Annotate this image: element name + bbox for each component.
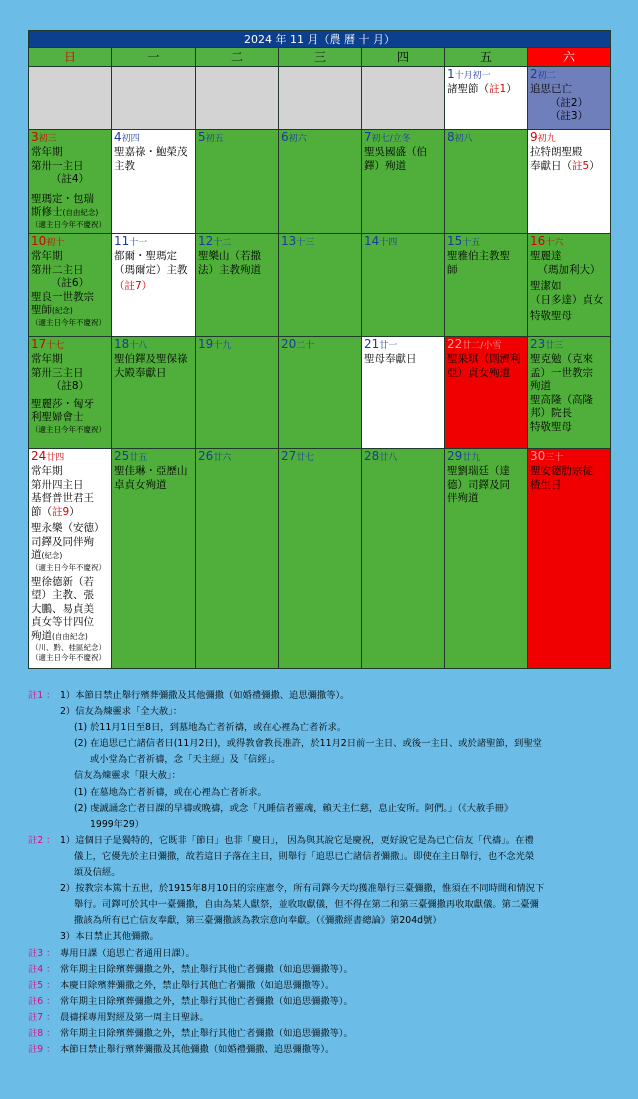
day-cell-8 [445,130,528,234]
marian-memorial: 特敬聖母 [530,310,572,322]
day-number: 19 [198,337,214,351]
day-cell-30 [528,449,611,669]
feast-name: 常年期 [31,146,63,158]
lunar-date: 十月初一 [454,71,491,81]
note-text: 本慶日除殯葬彌撒之外，禁止舉行其他亡者彌撒（如追思彌撒等）。 [60,979,335,991]
day-cell-12 [196,234,279,337]
note-label: 註6 ： [28,995,56,1007]
lunar-date: 初二 [537,71,556,81]
note-text: 常年期主日除殯葬彌撒之外，禁止舉行其他亡者彌撒（如追思彌撒等）。 [60,963,353,975]
note-text: (2) 在追思已亡諸信者日(11月2日)，或得教會教長准許，於11月2日前一主日、或後一主日、或於諸聖節，到聖堂 [74,738,542,750]
note-text: 或小堂為亡者祈禱，念「天主經」及「信經」。 [90,754,281,766]
note-text: 3）本日禁止其他彌撒。 [60,931,159,943]
day-cell-21 [362,337,445,449]
saint-name: 聖瑪定・包瑞 [31,192,94,205]
lunar-date: 十三 [296,238,315,248]
feast-name: 聖安德肋宗徒 [530,465,593,477]
weekday-mon: 一 [112,48,196,67]
feast-name-end: ） [69,505,80,518]
day-number: 23 [530,337,546,351]
saint-name: 斯修士 [31,206,63,218]
weekday-sun: 日 [29,48,112,67]
day-cell-20 [279,337,362,449]
lunar-date: 初三 [38,134,57,144]
saint-name: 聖嘉祿・鮑榮茂 [114,146,188,158]
saint-name: 道 [31,549,42,561]
saint-name: 聖徐德新（若 [31,575,94,588]
saint-name: （瑪加利大） [537,263,601,276]
note-label: 註8 ： [28,1027,56,1039]
saint-name: 亞）貞女殉道 [447,366,510,379]
lunar-date: 廿九 [462,453,481,463]
day-cell-15 [445,234,528,337]
day-number: 25 [114,449,130,463]
day-number: 27 [281,449,297,463]
marian-memorial: 特敬聖母 [530,420,572,433]
feast-name: 楂生日 [530,478,562,491]
lunar-date: 廿七 [296,453,315,463]
lunar-date: 三十 [545,453,564,463]
feast-name: 聖母奉獻日 [364,353,417,365]
saint-name: 聖潔如 [530,280,562,292]
note-ref: 註1 [489,83,507,95]
note-text: (2) 虔誠誦念亡者日課的早禱或晚禱，或念「凡睡信者靈魂，賴天主仁慈，息止安所。阿們。」（《大赦手冊》 [74,802,514,814]
day-cell-9 [528,130,611,234]
day-cell-11 [112,234,196,337]
day-number: 30 [530,449,546,463]
feast-name: 基督普世君王 [31,492,94,504]
day-cell-25 [112,449,196,669]
day-number: 17 [31,337,47,351]
saint-name: （日多達）貞女 [530,293,604,306]
day-cell-10 [29,234,112,337]
lunar-date: 初五 [205,134,224,144]
feast-name: 諸聖節（ [447,83,489,95]
note-ref: （註2） [549,96,589,109]
lunar-date: 初七/立冬 [371,134,411,144]
not-celebrated-note: （適主日今年不慶祝） [31,424,106,434]
note-label: 註4 ： [28,963,56,975]
note-text: 2）信友為煉靈求「全大赦」： [60,706,183,718]
saint-name: 法）主教殉道 [198,263,261,276]
feast-name: 聖伯鐸及聖保祿 [114,353,188,365]
day-number: 29 [447,449,463,463]
saint-name: 卓貞女殉道 [114,478,167,491]
feast-name-end: ） [506,83,517,95]
day-number: 9 [530,130,538,144]
memorial-type: (紀念) [41,551,63,560]
feast-name: 常年期 [31,465,63,477]
day-number: 24 [31,449,47,463]
day-cell-3 [29,130,112,234]
note-text: 2）按教宗本篤十五世，於1915年8月10日的宗座憲令，所有司鐸今天均獲准舉行三臺彌撒，惟須在不同時間和情況下 [60,883,545,895]
day-number: 20 [281,337,297,351]
day-number: 16 [530,234,546,248]
saint-name: 殉道 [31,629,52,642]
note-label: 註9 ： [28,1044,56,1056]
empty-cell [29,67,112,130]
saint-name: 聖師 [31,304,52,316]
day-number: 2 [530,67,538,81]
lunar-date: 十七 [46,341,65,351]
note-text: 舉行。司鐸可於其中一臺彌撒，自由為某人獻祭，並收取獻儀，但不得在第二和第三臺彌撒再收取獻儀。第二臺彌 [74,899,539,911]
saint-name: 利聖婦會士 [31,411,84,423]
empty-cell [362,67,445,130]
lunar-date: 廿五 [129,453,148,463]
saint-name: 司鐸及同伴殉 [31,535,94,548]
weekday-thu: 四 [362,48,445,67]
feast-name: 第卅三主日 [31,366,84,379]
empty-cell [279,67,362,130]
day-cell-28 [362,449,445,669]
saint-name: 殉道 [530,380,551,392]
lunar-date: 十九 [213,341,232,351]
weekday-wed: 三 [279,48,362,67]
note-text: 常年期主日除殯葬彌撒之外，禁止舉行其他亡者彌撒（如追思彌撒等）。 [60,995,353,1007]
note-text: 本節日禁止舉行殯葬彌撒及其他彌撒（如婚禮彌撒、追思彌撒等）。 [60,1044,335,1056]
lunar-date: 廿六 [213,453,232,463]
note-text: 1）本節日禁止舉行殯葬彌撒及其他彌撒（如婚禮彌撒、追思彌撒等）。 [60,690,350,701]
day-cell-1 [445,67,528,130]
saint-name: 聖樂山（若撒 [198,250,261,262]
saint-name: 貞女等廿四位 [31,616,94,628]
empty-cell [196,67,279,130]
day-cell-26 [196,449,279,669]
feast-name: 常年期 [31,353,63,365]
day-cell-17 [29,337,112,449]
day-cell-16 [528,234,611,337]
lunar-date: 十二 [213,238,232,248]
saint-name: 聖麗莎・匈牙 [31,397,94,410]
day-cell-6 [279,130,362,234]
note-ref: 註5 [572,159,590,172]
lunar-date: 十五 [462,238,481,248]
feast-name-end: ） [589,159,600,172]
feast-name: 大殿奉獻日 [114,366,167,379]
note-text: 1）這個日子是獨特的，它既非「節日」也非「慶日」， 因為與其說它是慶祝，更好說它是為已亡信友「代禱」。在禮 [60,834,534,846]
note-text: 常年期主日除殯葬彌撒之外，禁止舉行其他亡者彌撒（如追思彌撒等）。 [60,1027,353,1039]
lunar-date: 初八 [454,134,473,144]
day-number: 7 [364,130,372,144]
saint-name: 聖永樂（安德） [31,522,105,534]
lunar-date: 二十 [296,341,315,351]
lunar-date: 十八 [129,341,148,351]
note-ref: （註6） [50,277,90,289]
calendar-table [28,30,611,669]
day-number: 11 [114,234,130,248]
lunar-date: 初十 [46,238,65,248]
note-text: 信友為煉靈求「限大赦」： [74,770,181,782]
saint-name: （瑪爾定）主教 [114,263,188,276]
feast-name: 第卅一主日 [31,159,84,172]
saint-name: 聖采琪（則濟利 [447,353,521,365]
not-celebrated-note: （適主日今年不慶祝） [31,317,106,327]
note-label: 註3 ： [28,947,56,959]
calendar-title: 2024 年 11 月（農 曆 十 月） [29,31,611,48]
note-text: (1) 於11月1日至8日，到墓地為亡者祈禱，或在心裡為亡者祈求。 [74,722,347,734]
day-cell-14 [362,234,445,337]
saint-name: 聖吳國盛（伯 [364,146,427,158]
day-number: 28 [364,449,380,463]
saint-name: 聖高隆（高隆 [530,393,593,406]
saint-name: 主教 [114,159,135,172]
saint-name: 聖雅伯主教聖 [447,250,510,262]
day-cell-13 [279,234,362,337]
note-label: 註7 ： [28,1011,56,1023]
feast-name: 第卅四主日 [31,478,84,491]
weekday-tue: 二 [196,48,279,67]
lunar-date: 廿三 [545,341,564,351]
saint-name: 聖劉瑞廷（達 [447,465,510,477]
note-ref: （註3） [549,110,589,122]
day-cell-5 [196,130,279,234]
saint-name: 聖佳琳・亞歷山 [114,465,188,477]
note-text: (1) 在墓地為亡者祈禱，或在心裡為亡者祈求。 [74,786,267,798]
day-cell-27 [279,449,362,669]
saint-name: 師 [447,263,458,276]
day-number: 5 [198,130,206,144]
day-number: 18 [114,337,130,351]
day-cell-24 [29,449,112,669]
note-label: 註5 ： [28,979,56,991]
feast-name: 常年期 [31,250,63,262]
saint-name: 聖克勉（克來 [530,353,593,365]
note-label: 註2 ： [28,834,56,846]
lunar-date: 初六 [288,134,307,144]
weekday-sat: 六 [528,48,611,67]
lunar-date: 廿一 [379,341,398,351]
day-cell-18 [112,337,196,449]
regional-note: （川、黔、桂區紀念） [31,643,106,652]
saint-name: 大鵬、易貞美 [31,602,94,615]
saint-name: 聖麗達 [530,250,562,262]
saint-name: 孟）一世教宗 [530,366,593,379]
day-number: 13 [281,234,297,248]
day-cell-22 [445,337,528,449]
day-number: 21 [364,337,380,351]
note-ref: 註9 [52,505,70,518]
footnotes [28,688,610,1058]
lunar-date: 十六 [545,238,564,248]
feast-name: 第卅二主日 [31,263,84,276]
day-number: 12 [198,234,214,248]
note-ref: （註8） [50,380,90,392]
saint-name: 都爾・聖瑪定 [114,250,177,262]
empty-cell [112,67,196,130]
feast-name: 追思已亡 [530,83,572,95]
saint-name: 伴殉道 [447,492,479,504]
day-number: 14 [364,234,380,248]
note-text: 撒該為所有已亡信友奉獻，第三臺彌撒該為教宗意向奉獻。（《彌撒經書總論》第204d號） [74,915,442,927]
memorial-type: (紀念) [52,306,73,315]
lunar-date: 十四 [379,238,398,248]
note-ref: （註7） [114,280,153,292]
note-label: 註1 ： [28,690,56,701]
memorial-type: (自由紀念) [62,208,99,217]
saint-name: 鐸）殉道 [364,159,406,172]
note-text: 專用日課（追思亡者通用日課）。 [60,947,195,959]
day-cell-19 [196,337,279,449]
day-cell-2 [528,67,611,130]
lunar-date: 初四 [121,134,140,144]
not-celebrated-note: （適主日今年不慶祝） [31,653,106,662]
day-cell-29 [445,449,528,669]
note-text: 晨禱採專用對經及第一周主日聖詠。 [60,1011,209,1023]
day-number: 1 [447,67,455,81]
day-number: 26 [198,449,214,463]
saint-name: 望）主教、張 [31,589,94,601]
lunar-date: 初九 [537,134,556,144]
day-cell-23 [528,337,611,449]
note-text: 儀上，它優先於主日彌撒，故若這日子落在主日，則舉行「追思已亡諸信者彌撒」。即使在主日舉行，也不念光榮 [74,850,535,862]
lunar-date: 廿二/小雪 [462,341,502,351]
not-celebrated-note: （適主日今年不慶祝） [31,219,106,229]
note-text: 1999年29） [90,818,145,830]
day-number: 10 [31,234,47,248]
day-cell-7 [362,130,445,234]
note-text: 頌及信經。 [74,867,121,879]
feast-name: 拉特朗聖殿 [530,146,583,158]
lunar-date: 廿四 [46,453,65,463]
memorial-type: (自由紀念) [52,631,88,641]
saint-name: 邦）院長 [530,407,572,419]
day-number: 22 [447,337,463,351]
day-cell-4 [112,130,196,234]
day-number: 4 [114,130,122,144]
lunar-date: 廿八 [379,453,398,463]
feast-name: 奉獻日（ [530,159,572,172]
day-number: 8 [447,130,455,144]
lunar-date: 十一 [129,238,148,248]
day-number: 6 [281,130,289,144]
day-number: 15 [447,234,463,248]
not-celebrated-note: （適主日今年不慶祝） [31,562,106,572]
day-number: 3 [31,130,39,144]
note-ref: （註4） [50,173,90,185]
weekday-fri: 五 [445,48,528,67]
saint-name: 德）司鐸及同 [447,478,510,491]
saint-name: 聖良一世教宗 [31,290,94,303]
feast-name: 節（ [31,505,52,518]
